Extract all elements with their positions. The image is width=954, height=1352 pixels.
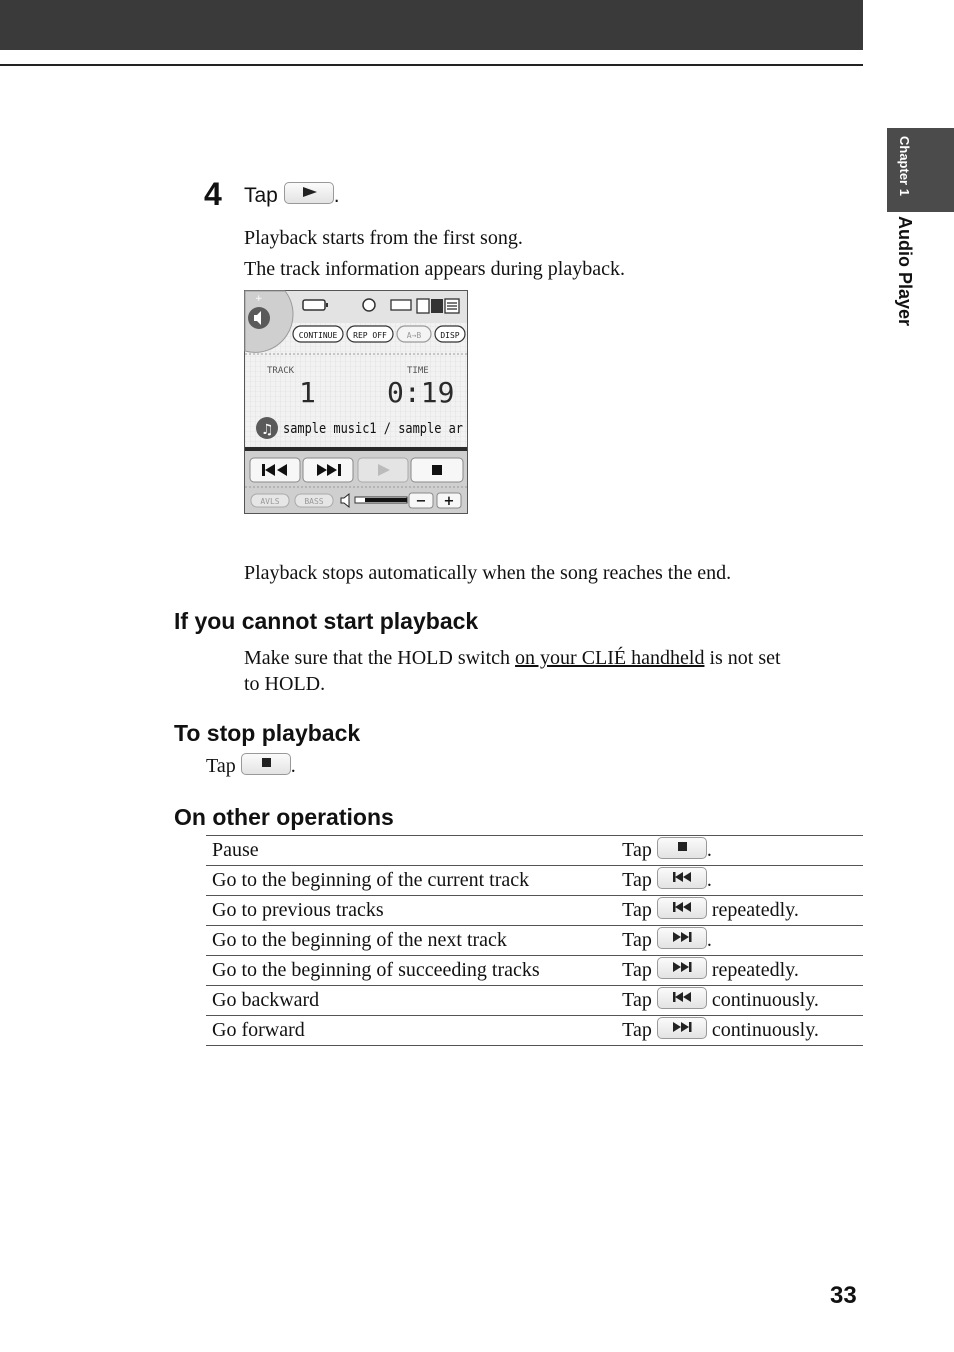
operation-instruction [610, 986, 863, 1016]
operations-table [206, 835, 863, 1046]
operation-name: Go to the beginning of succeeding tracks [206, 956, 610, 986]
operation-name: Pause [206, 836, 610, 866]
time-label: TIME [407, 366, 429, 376]
header-rule [0, 64, 863, 66]
stop-period: . [290, 755, 296, 777]
heading-other-operations: On other operations [174, 804, 394, 830]
operation-name: Go to the beginning of the next track [206, 926, 610, 956]
heading-stop-playback: To stop playback [174, 720, 361, 746]
stop-button[interactable] [241, 753, 291, 775]
step-tap-text: Tap [244, 184, 278, 207]
battery-icon [303, 300, 325, 310]
player-screenshot [244, 290, 468, 514]
song-title: sample music1 / sample ar [283, 421, 463, 437]
operation-instruction [610, 926, 863, 956]
heading-cannot-start: If you cannot start playback [174, 608, 479, 634]
operation-name: Go backward [206, 986, 610, 1016]
next-track-icon [671, 1021, 693, 1033]
hold-text-start: Make sure that the HOLD switch [244, 647, 516, 669]
operation-button[interactable] [657, 897, 707, 919]
svg-text:+: + [255, 294, 263, 304]
table-row [206, 836, 863, 866]
play-button[interactable] [284, 182, 334, 204]
operation-button[interactable] [657, 837, 707, 859]
stop-icon [255, 757, 277, 769]
list-icon [417, 299, 429, 313]
operation-name: Go forward [206, 1016, 610, 1046]
stop-icon [671, 841, 693, 853]
chapter-label: Chapter 1 [897, 136, 912, 196]
step-number: 4 [204, 176, 222, 212]
operation-tap-text: Tap [622, 838, 652, 861]
operation-button[interactable] [657, 1017, 707, 1039]
svg-text:♫: ♫ [261, 422, 274, 438]
hold-text-end: is not set [704, 647, 781, 669]
continue-label: CONTINUE [298, 331, 338, 340]
volume-level-bar [365, 498, 407, 502]
next-track-icon [671, 931, 693, 943]
table-row [206, 956, 863, 986]
clie-handheld-link[interactable]: on your CLIÉ handheld [515, 647, 705, 669]
operation-tap-text: Tap [622, 898, 652, 921]
previous-track-icon [671, 871, 693, 883]
operation-suffix: repeatedly. [711, 958, 799, 981]
paragraph-playback-starts: Playback starts from the first song. [244, 227, 523, 249]
play-icon [298, 186, 320, 198]
page-number: 33 [830, 1282, 857, 1309]
table-row [206, 866, 863, 896]
track-label: TRACK [267, 366, 295, 376]
next-track-icon [671, 961, 693, 973]
disc-icon [363, 299, 375, 311]
progress-bar [245, 447, 467, 451]
operation-tap-text: Tap [622, 988, 652, 1011]
operation-tap-text: Tap [622, 928, 652, 951]
stop-instruction [206, 753, 296, 779]
operation-tap-text: Tap [622, 958, 652, 981]
operation-instruction [610, 1016, 863, 1046]
operation-tap-text: Tap [622, 1018, 652, 1041]
operation-name: Go to previous tracks [206, 896, 610, 926]
disp-label: DISP [440, 331, 460, 340]
bass-label: BASS [304, 497, 324, 506]
operation-suffix: continuously. [711, 988, 819, 1011]
header-bar [0, 0, 863, 50]
operation-button[interactable] [657, 987, 707, 1009]
operation-instruction [610, 836, 863, 866]
operation-instruction [610, 896, 863, 926]
track-value: 1 [299, 376, 316, 409]
film-icon [431, 299, 443, 313]
stop-tap-text: Tap [206, 755, 236, 777]
paragraph-track-info: The track information appears during playback. [244, 258, 625, 280]
svg-text:+: + [443, 494, 455, 509]
table-row [206, 926, 863, 956]
operation-button[interactable] [657, 927, 707, 949]
operation-suffix: continuously. [711, 1018, 819, 1041]
operation-instruction [610, 956, 863, 986]
ab-label: A→B [406, 331, 422, 340]
step-instruction [244, 184, 340, 208]
operation-suffix: repeatedly. [711, 898, 799, 921]
table-row [206, 1016, 863, 1046]
avls-label: AVLS [260, 497, 280, 506]
hold-text-line2: to HOLD. [244, 673, 326, 695]
operation-button[interactable] [657, 867, 707, 889]
operation-tap-text: Tap [622, 868, 652, 891]
operation-name: Go to the beginning of the current track [206, 866, 610, 896]
chapter-title: Audio Player [895, 216, 915, 327]
svg-text:−: − [415, 494, 427, 509]
rep-off-label: REP OFF [353, 331, 387, 340]
card-icon [391, 300, 411, 310]
previous-track-icon [671, 901, 693, 913]
paragraph-hold-switch [244, 645, 856, 697]
step-period: . [333, 184, 340, 207]
table-row [206, 896, 863, 926]
time-value: 0:19 [387, 376, 455, 409]
table-row [206, 986, 863, 1016]
previous-track-icon [671, 991, 693, 1003]
paragraph-playback-stops: Playback stops automatically when the song reaches the end. [244, 562, 732, 584]
operation-instruction [610, 866, 863, 896]
operation-suffix: . [706, 868, 712, 891]
operation-suffix: . [706, 928, 712, 951]
operation-button[interactable] [657, 957, 707, 979]
operation-suffix: . [706, 838, 712, 861]
